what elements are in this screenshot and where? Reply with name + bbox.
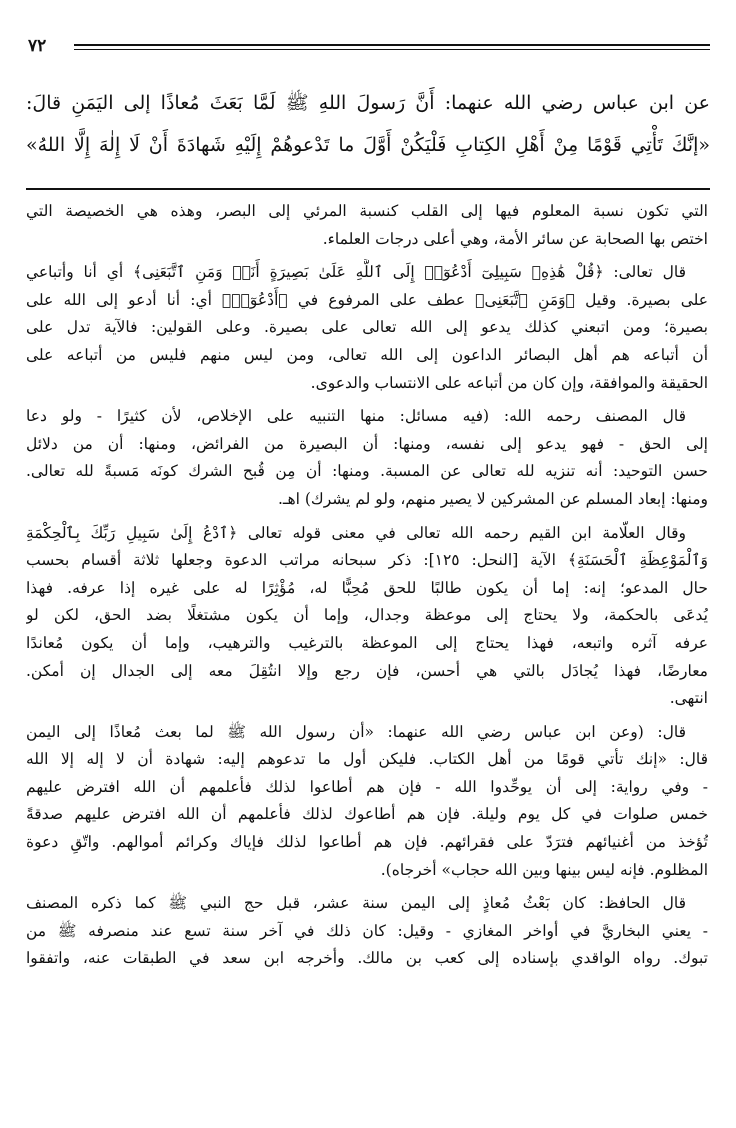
page-number: ٧٢	[28, 36, 47, 56]
text-line: إلى الحق - فهو يدعو إلى نفسه، ومنها: أن البصيرة من الفرائض، ومنها: أن من دلائل	[26, 434, 708, 453]
text-line: على بصيرة. وقيل ﴿وَمَنِ ٱتَّبَعَنِى﴾ عطف على المرفوع في ﴿أَدْعُوٓا۟﴾ أي: أنا أدعو إلى الله على	[26, 290, 708, 309]
text-line: اختص بها الصحابة عن سائر الأمة، وهي أعلى درجات العلماء.	[322, 229, 708, 248]
text-line: قال: «إنك تأتي قومًا من أهل الكتاب. فليكن أول ما تدعوهم إليه: شهادة أن لا إله إلا الله	[26, 750, 708, 769]
text-line: التي تكون نسبة المعلوم فيها إلى القلب كنسبة المرئي إلى البصر، وهذه هي الخصيصة التي	[26, 202, 708, 220]
text-line: وقال العلّامة ابن القيم رحمه الله تعالى في معنى قوله تعالى ﴿ٱدْعُ إِلَىٰ سَبِيلِ رَبِّكَ بِٱلْحِكْمَةِ	[26, 523, 686, 542]
paragraph	[26, 259, 708, 397]
commentary-text	[26, 198, 708, 979]
hadith-line: «إنَّكَ تَأْتِي قَوْمًا مِنْ أَهْلِ الكِتابِ فَلْيَكُنْ أَوَّلَ ما تَدْعوهُمْ إِلَيْهِ شَهادَةَ أَنْ لَا إِلٰهَ إِلَّا اللهُ»	[26, 134, 710, 156]
paragraph	[26, 520, 708, 713]
text-line: ومنها: إبعاد المسلم عن المشركين لا يصير منهم، ولو لم يشرك) اهـ.	[278, 489, 708, 508]
text-line: حال المدعو؛ إنه: إما أن يكون طالبًا للحق مُحِبًّا له، مُؤْثِرًا له على غيره إذا عرفه. فهذا	[26, 578, 708, 597]
text-line: المظلوم. فإنه ليس بينها وبين الله حجاب» أخرجاه).	[380, 860, 708, 879]
text-line: بصيرة؛ ومن اتبعني كذلك يدعو إلى الله تعالى على بصيرة. وعلى القولين: فالآية تدل على	[26, 318, 708, 337]
text-line: قال الحافظ: كان بَعْثُ مُعاذٍ إلى اليمن سنة عشر، قبل حج النبي ﷺ كما ذكره المصنف	[26, 894, 686, 913]
hadith-text	[26, 82, 710, 166]
text-line: معارضًا، فهذا يُجادَل بالتي هي أحسن، فإن رجع وإلا انتُقِلَ معه إلى الجدال إن أمكن.	[26, 661, 708, 680]
header-rule-thick	[74, 44, 710, 46]
paragraph	[26, 719, 708, 885]
text-line: حسن التوحيد: أنه تنزيه لله تعالى عن المسبة. ومنها: أن مِن قُبح الشرك كونَه مَسبةً لله تعالى.	[26, 462, 708, 481]
text-line: قال تعالى: ﴿قُلْ هَٰذِهِۦ سَبِيلِىٓ أَدْعُوٓا۟ إِلَى ٱللَّهِ عَلَىٰ بَصِيرَةٍ أَنَا۠ وَمَنِ ٱتَّبَعَنِى﴾ أي أنا وأتباعي	[26, 263, 686, 282]
text-line: يُدعَى بالحكمة، ولا يحتاج إلى موعظة وجدال، وإما أن يكون مشتغلًا بضد الحق، لكن لو	[26, 606, 708, 625]
text-line: تبوك. رواه الواقدي بإسناده إلى كعب بن مالك. وأخرجه ابن سعد في الطبقات عنه، واتفقوا	[26, 949, 708, 968]
text-line: خمس صلوات في كل يوم وليلة. فإن هم أطاعوك لذلك فأعلمهم أن الله افترض عليهم صدقةً	[26, 805, 708, 824]
paragraph	[26, 198, 708, 253]
text-line: عرفه آثره واتبعه، فهذا يحتاج إلى الموعظة بالترغيب والترهيب، وإما أن يكون مُعاندًا	[26, 633, 708, 652]
text-line: تُؤخذ من أغنيائهم فترَدّ على فقرائهم. فإن هم أطاعوا لذلك فإياك وكرائم أموالهم. واتّقِ دعوة	[26, 833, 708, 852]
paragraph	[26, 890, 708, 973]
text-line: وَٱلْمَوْعِظَةِ ٱلْحَسَنَةِ﴾ الآية [النحل: ١٢٥]: ذكر سبحانه مراتب الدعوة وجعلها ثلاثة أقسام بحسب	[26, 551, 708, 570]
header-rule-thin	[74, 49, 710, 50]
text-line: - وفي رواية: إلى أن يوحِّدوا الله - فإن هم أطاعوا لذلك فأعلمهم أن الله افترض عليهم	[26, 777, 708, 796]
text-line: انتهى.	[669, 689, 708, 708]
text-line: قال المصنف رحمه الله: (فيه مسائل: منها التنبيه على الإخلاص، لأن كثيرًا - ولو دعا	[26, 407, 686, 426]
text-line: الحقيقة والموافقة، وإن كان من أتباعه على الانتساب والدعوى.	[310, 373, 708, 392]
hadith-line: عن ابن عباس رضي الله عنهما: أَنَّ رَسولَ اللهِ ﷺ لَمَّا بَعَثَ مُعاذًا إلى اليَمَنِ قالَ:	[26, 92, 710, 114]
text-line: قال: (وعن ابن عباس رضي الله عنهما: «أن رسول الله ﷺ لما بعث مُعاذًا إلى اليمن	[26, 722, 686, 741]
text-line: أن أتباعه هم أهل البصائر الداعون إلى الله تعالى، ومن ليس منهم فليس من أتباعه على	[26, 345, 708, 364]
section-divider	[26, 188, 710, 190]
paragraph	[26, 403, 708, 513]
text-line: - يعني البخاريَّ في أواخر المغازي - وقيل: كان ذلك في آخر سنة تسع عند منصرفه ﷺ من	[26, 921, 708, 940]
